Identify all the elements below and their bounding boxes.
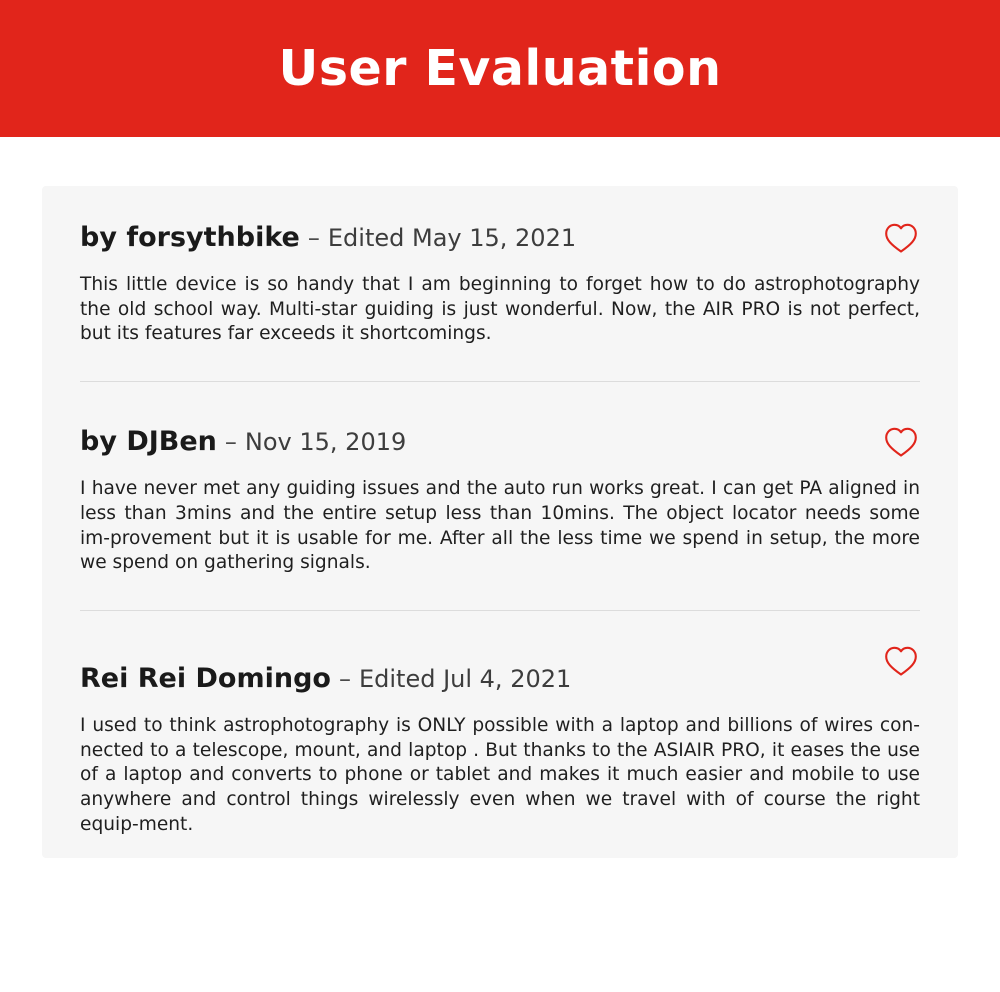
review-date: Edited May 15, 2021 — [327, 224, 577, 252]
heart-icon[interactable] — [884, 645, 918, 677]
heart-icon[interactable] — [884, 426, 918, 458]
review-body: I used to think astrophotography is ONLY possible with a laptop and billions of wires con-nected to a telescope, mount, and laptop . But thanks to the ASIAIR PRO, it eases the use of a laptop and converts to phone or tablet and makes it much easier and mobile to use anywhere and control things wirelessly even when we travel with of course the right equip-ment. — [80, 715, 920, 835]
reviews-panel — [42, 186, 958, 858]
review-author: by DJBen — [80, 426, 217, 458]
review-body: This little device is so handy that I am beginning to forget how to do astrophotography the old school way. Multi-star guiding is just wonderful. Now, the AIR PRO is not perfect, but its features far exceeds it shortcomings. — [80, 274, 920, 345]
review-separator: – — [307, 224, 320, 252]
page-header — [0, 0, 1000, 137]
review-author: Rei Rei Domingo — [80, 663, 331, 695]
review-separator: – — [224, 428, 237, 457]
review-item — [42, 382, 958, 576]
heart-icon[interactable] — [884, 222, 918, 254]
page-title: User Evaluation — [278, 40, 722, 97]
review-item — [42, 186, 958, 347]
review-header — [80, 611, 920, 694]
review-date: Nov 15, 2019 — [244, 428, 407, 457]
review-item — [42, 611, 958, 838]
review-separator: – — [338, 665, 351, 694]
review-header — [80, 382, 920, 457]
review-author: by forsythbike — [80, 222, 300, 253]
review-body: I have never met any guiding issues and the auto run works great. I can get PA aligned in less than 3mins and the entire setup less than 10mins. The object locator needs some im-provement but it is usable for me. After all the less time we spend in setup, the more we spend on gathering signals. — [80, 478, 920, 574]
review-date: Edited Jul 4, 2021 — [358, 665, 572, 694]
review-header — [80, 186, 920, 253]
